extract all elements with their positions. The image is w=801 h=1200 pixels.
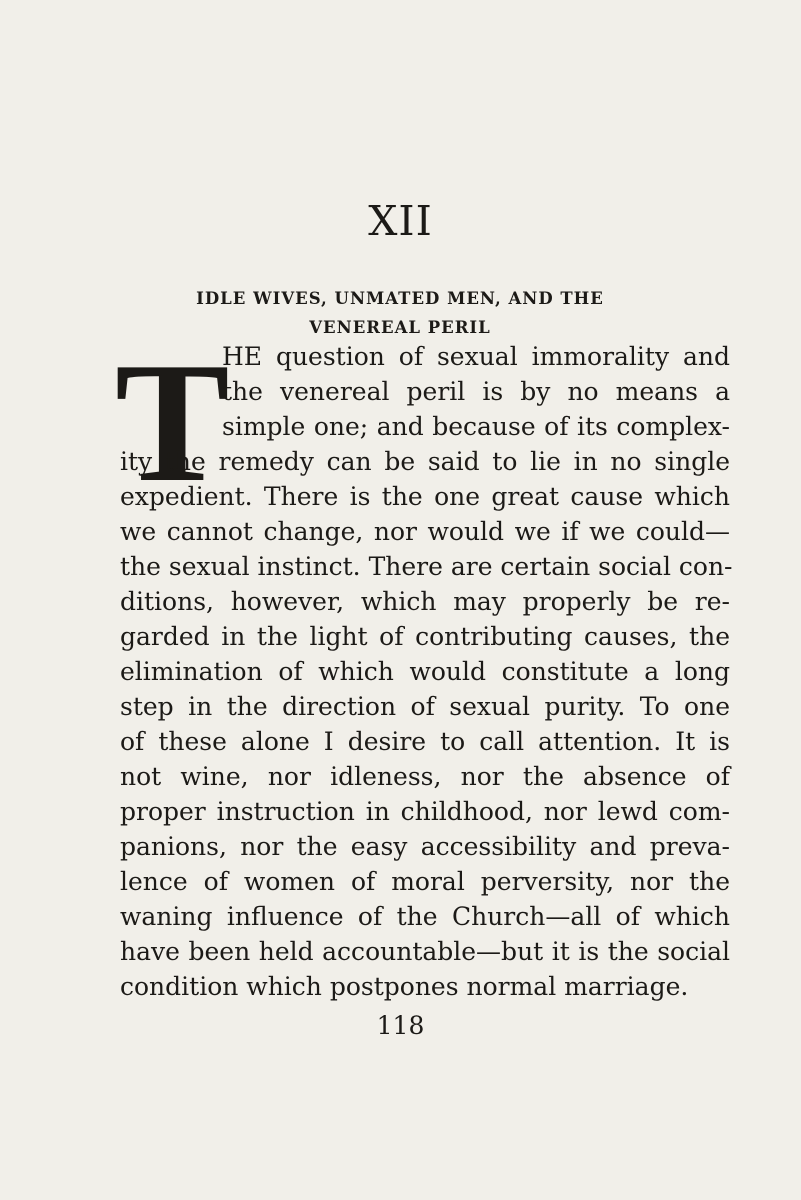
page-number: 118 bbox=[376, 1011, 425, 1040]
chapter-title-line-2: VENEREAL PERIL bbox=[309, 318, 491, 337]
text-line: have been held accountable—but it is the social bbox=[120, 937, 730, 966]
chapter-number: XII bbox=[368, 197, 433, 245]
text-line: of these alone I desire to call attention. It is bbox=[120, 727, 730, 756]
text-line: lence of women of moral perversity, nor the bbox=[120, 867, 730, 896]
text-line: expedient. There is the one great cause which bbox=[120, 482, 730, 511]
chapter-title-line-1: IDLE WIVES, UNMATED MEN, AND THE bbox=[196, 289, 604, 308]
text-line: the sexual instinct. There are certain social con- bbox=[120, 552, 733, 581]
text-line: not wine, nor idleness, nor the absence of bbox=[120, 762, 730, 791]
text-line: proper instruction in childhood, nor lewd com- bbox=[120, 797, 730, 826]
text-line: simple one; and because of its complex- bbox=[222, 412, 730, 441]
text-line: garded in the light of contributing causes, the bbox=[120, 622, 730, 651]
text-line: waning influence of the Church—all of which bbox=[120, 902, 730, 931]
text-line: elimination of which would constitute a long bbox=[120, 657, 730, 686]
text-line: condition which postpones normal marriage. bbox=[120, 972, 689, 1001]
text-line: HE question of sexual immorality and bbox=[222, 342, 730, 371]
text-line: ditions, however, which may properly be re- bbox=[120, 587, 730, 616]
text-line: ity the remedy can be said to lie in no single bbox=[120, 447, 730, 476]
text-line: step in the direction of sexual purity. To one bbox=[120, 692, 730, 721]
text-line: panions, nor the easy accessibility and preva- bbox=[120, 832, 730, 861]
drop-cap: T bbox=[115, 328, 230, 518]
text-line: we cannot change, nor would we if we could— bbox=[120, 517, 730, 546]
text-line: the venereal peril is by no means a bbox=[222, 377, 730, 406]
